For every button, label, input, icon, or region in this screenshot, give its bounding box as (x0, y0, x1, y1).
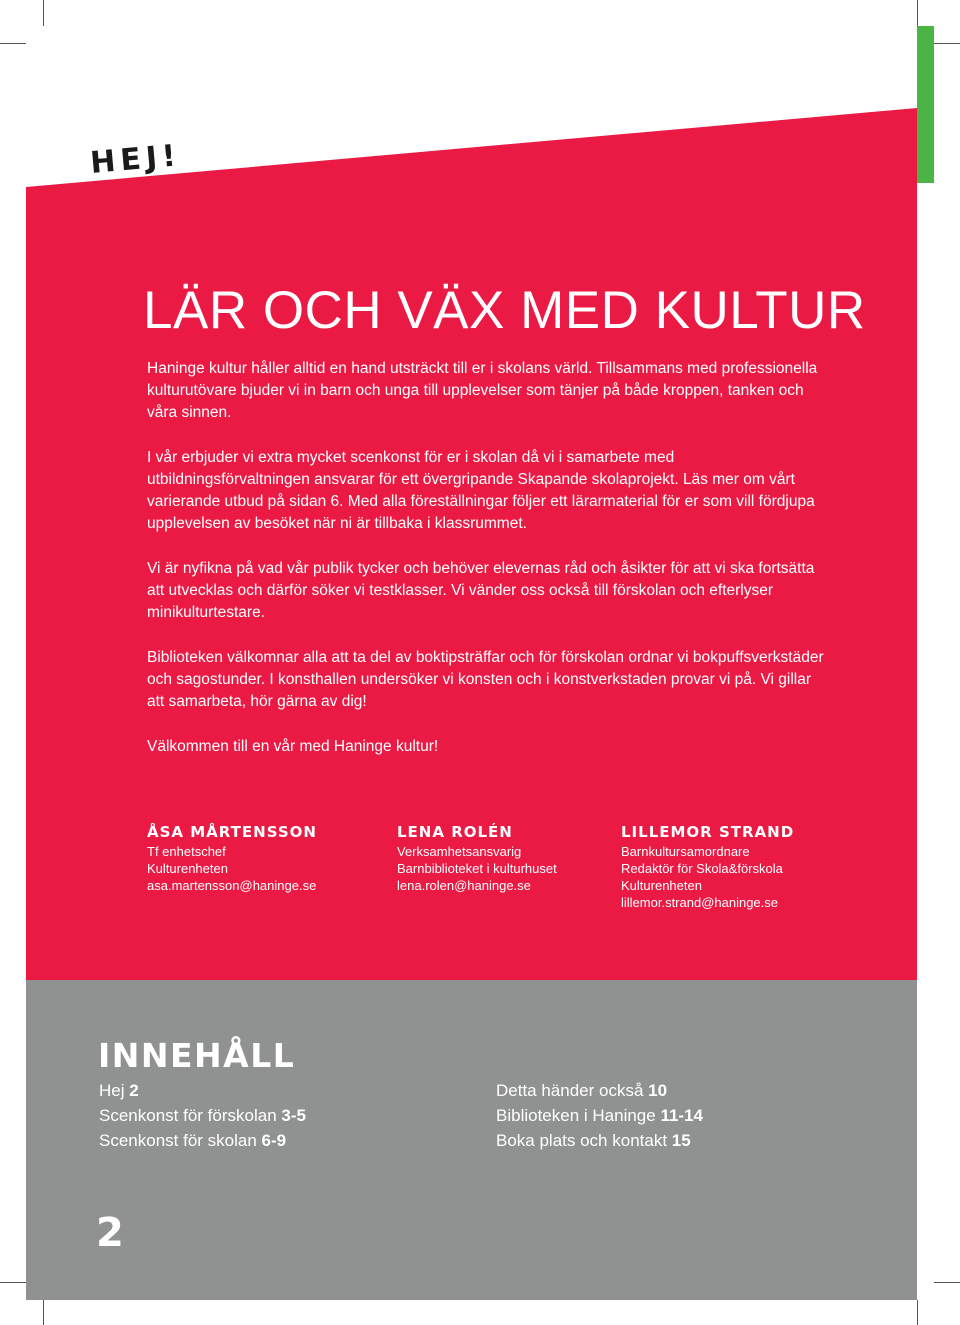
page-number: 2 (96, 1210, 124, 1256)
paragraph: I vår erbjuder vi extra mycket scenkonst för er i skolan då vi i samarbete med utbildningsförvaltningen ansvarar för ett övergripande Skapande skolaprojekt. Läs mer om vårt varierande utbud på sidan 6. Med alla föreställningar följer ett lärarmaterial för er som vill fördjupa upplevelsen av besöket när ni är tillbaka i klassrummet. (147, 449, 815, 532)
contact-role: Barnkultursamordnare (621, 844, 750, 859)
contents-pages: 10 (648, 1081, 668, 1100)
crop-mark-bottom-left-h (0, 1282, 26, 1283)
contents-pages: 3-5 (281, 1106, 306, 1125)
page-title: LÄR OCH VÄX MED KULTUR (143, 281, 866, 340)
paragraph: Biblioteken välkomnar alla att ta del av boktipsträffar och för förskolan ordnar vi bokpuffsverkstäder och sagostunder. I konsthallen undersöker vi konsten och i konstverkstaden provar vi på. Vi gillar att samarbeta, hör gärna av dig! (147, 649, 824, 710)
contents-pages: 11-14 (660, 1106, 703, 1125)
contact-email[interactable]: lena.rolen@haninge.se (397, 878, 531, 893)
contents-column-left (99, 1078, 306, 1153)
paragraph: Haninge kultur håller alltid en hand utsträckt till er i skolans värld. Tillsammans med professionella kulturutövare bjuder vi in barn och unga till upplevelser som tänjer på både kroppen, tanken och våra sinnen. (147, 360, 818, 421)
contents-item[interactable] (99, 1078, 306, 1103)
contents-label: Scenkonst för skolan (99, 1131, 257, 1150)
contents-pages: 6-9 (261, 1131, 287, 1150)
contents-item[interactable] (496, 1128, 703, 1153)
contents-item[interactable] (99, 1103, 306, 1128)
crop-mark-top-left-h (0, 43, 26, 44)
greeting: HEJ! (88, 138, 183, 181)
contact-email[interactable]: asa.martensson@haninge.se (147, 878, 317, 893)
contents-item[interactable] (99, 1128, 306, 1153)
contact-name: ÅSA MÅRTENSSON (147, 823, 317, 841)
contents-label: Detta händer också (496, 1081, 644, 1100)
contact-unit: Kulturenheten (621, 878, 702, 893)
contact-role-2: Redaktör för Skola&förskola (621, 861, 783, 876)
contact-role: Verksamhetsansvarig (397, 844, 522, 859)
crop-mark-top-right-h (934, 43, 960, 44)
contents-label: Biblioteken i Haninge (496, 1106, 656, 1125)
contents-column-right (496, 1078, 703, 1153)
crop-mark-bottom-right-v (917, 1300, 918, 1325)
contact-card (621, 824, 794, 911)
contents-label: Boka plats och kontakt (496, 1131, 668, 1150)
contents-label: Hej (99, 1081, 125, 1100)
contact-name: LILLEMOR STRAND (621, 823, 795, 841)
paragraph: Välkommen till en vår med Haninge kultur! (147, 738, 439, 755)
crop-mark-bottom-right-h (934, 1282, 960, 1283)
contents-pages: 15 (671, 1131, 691, 1150)
contact-name: LENA ROLÉN (397, 823, 513, 841)
paragraph: Vi är nyfikna på vad vår publik tycker och behöver elevernas råd och åsikter för att vi ska fortsätta att utvecklas och därför söker vi testklasser. Vi vänder oss också till förskolan och efterlyser minikulturtestare. (147, 560, 815, 621)
crop-mark-bottom-left-v (43, 1300, 44, 1325)
contact-unit: Barnbiblioteket i kulturhuset (397, 861, 557, 876)
contact-unit: Kulturenheten (147, 861, 228, 876)
contents-item[interactable] (496, 1078, 703, 1103)
crop-mark-top-left-v (43, 0, 44, 26)
contents-pages: 2 (129, 1081, 139, 1100)
green-accent-bar (917, 26, 934, 183)
contact-card (397, 824, 557, 894)
contents-label: Scenkonst för förskolan (99, 1106, 277, 1125)
contact-email[interactable]: lillemor.strand@haninge.se (621, 895, 779, 910)
crop-mark-top-right-v (917, 0, 918, 26)
contents-title: INNEHÅLL (98, 1036, 296, 1075)
intro-text (147, 358, 827, 781)
contents-item[interactable] (496, 1103, 703, 1128)
contact-role: Tf enhetschef (147, 844, 226, 859)
contact-card (147, 824, 317, 894)
